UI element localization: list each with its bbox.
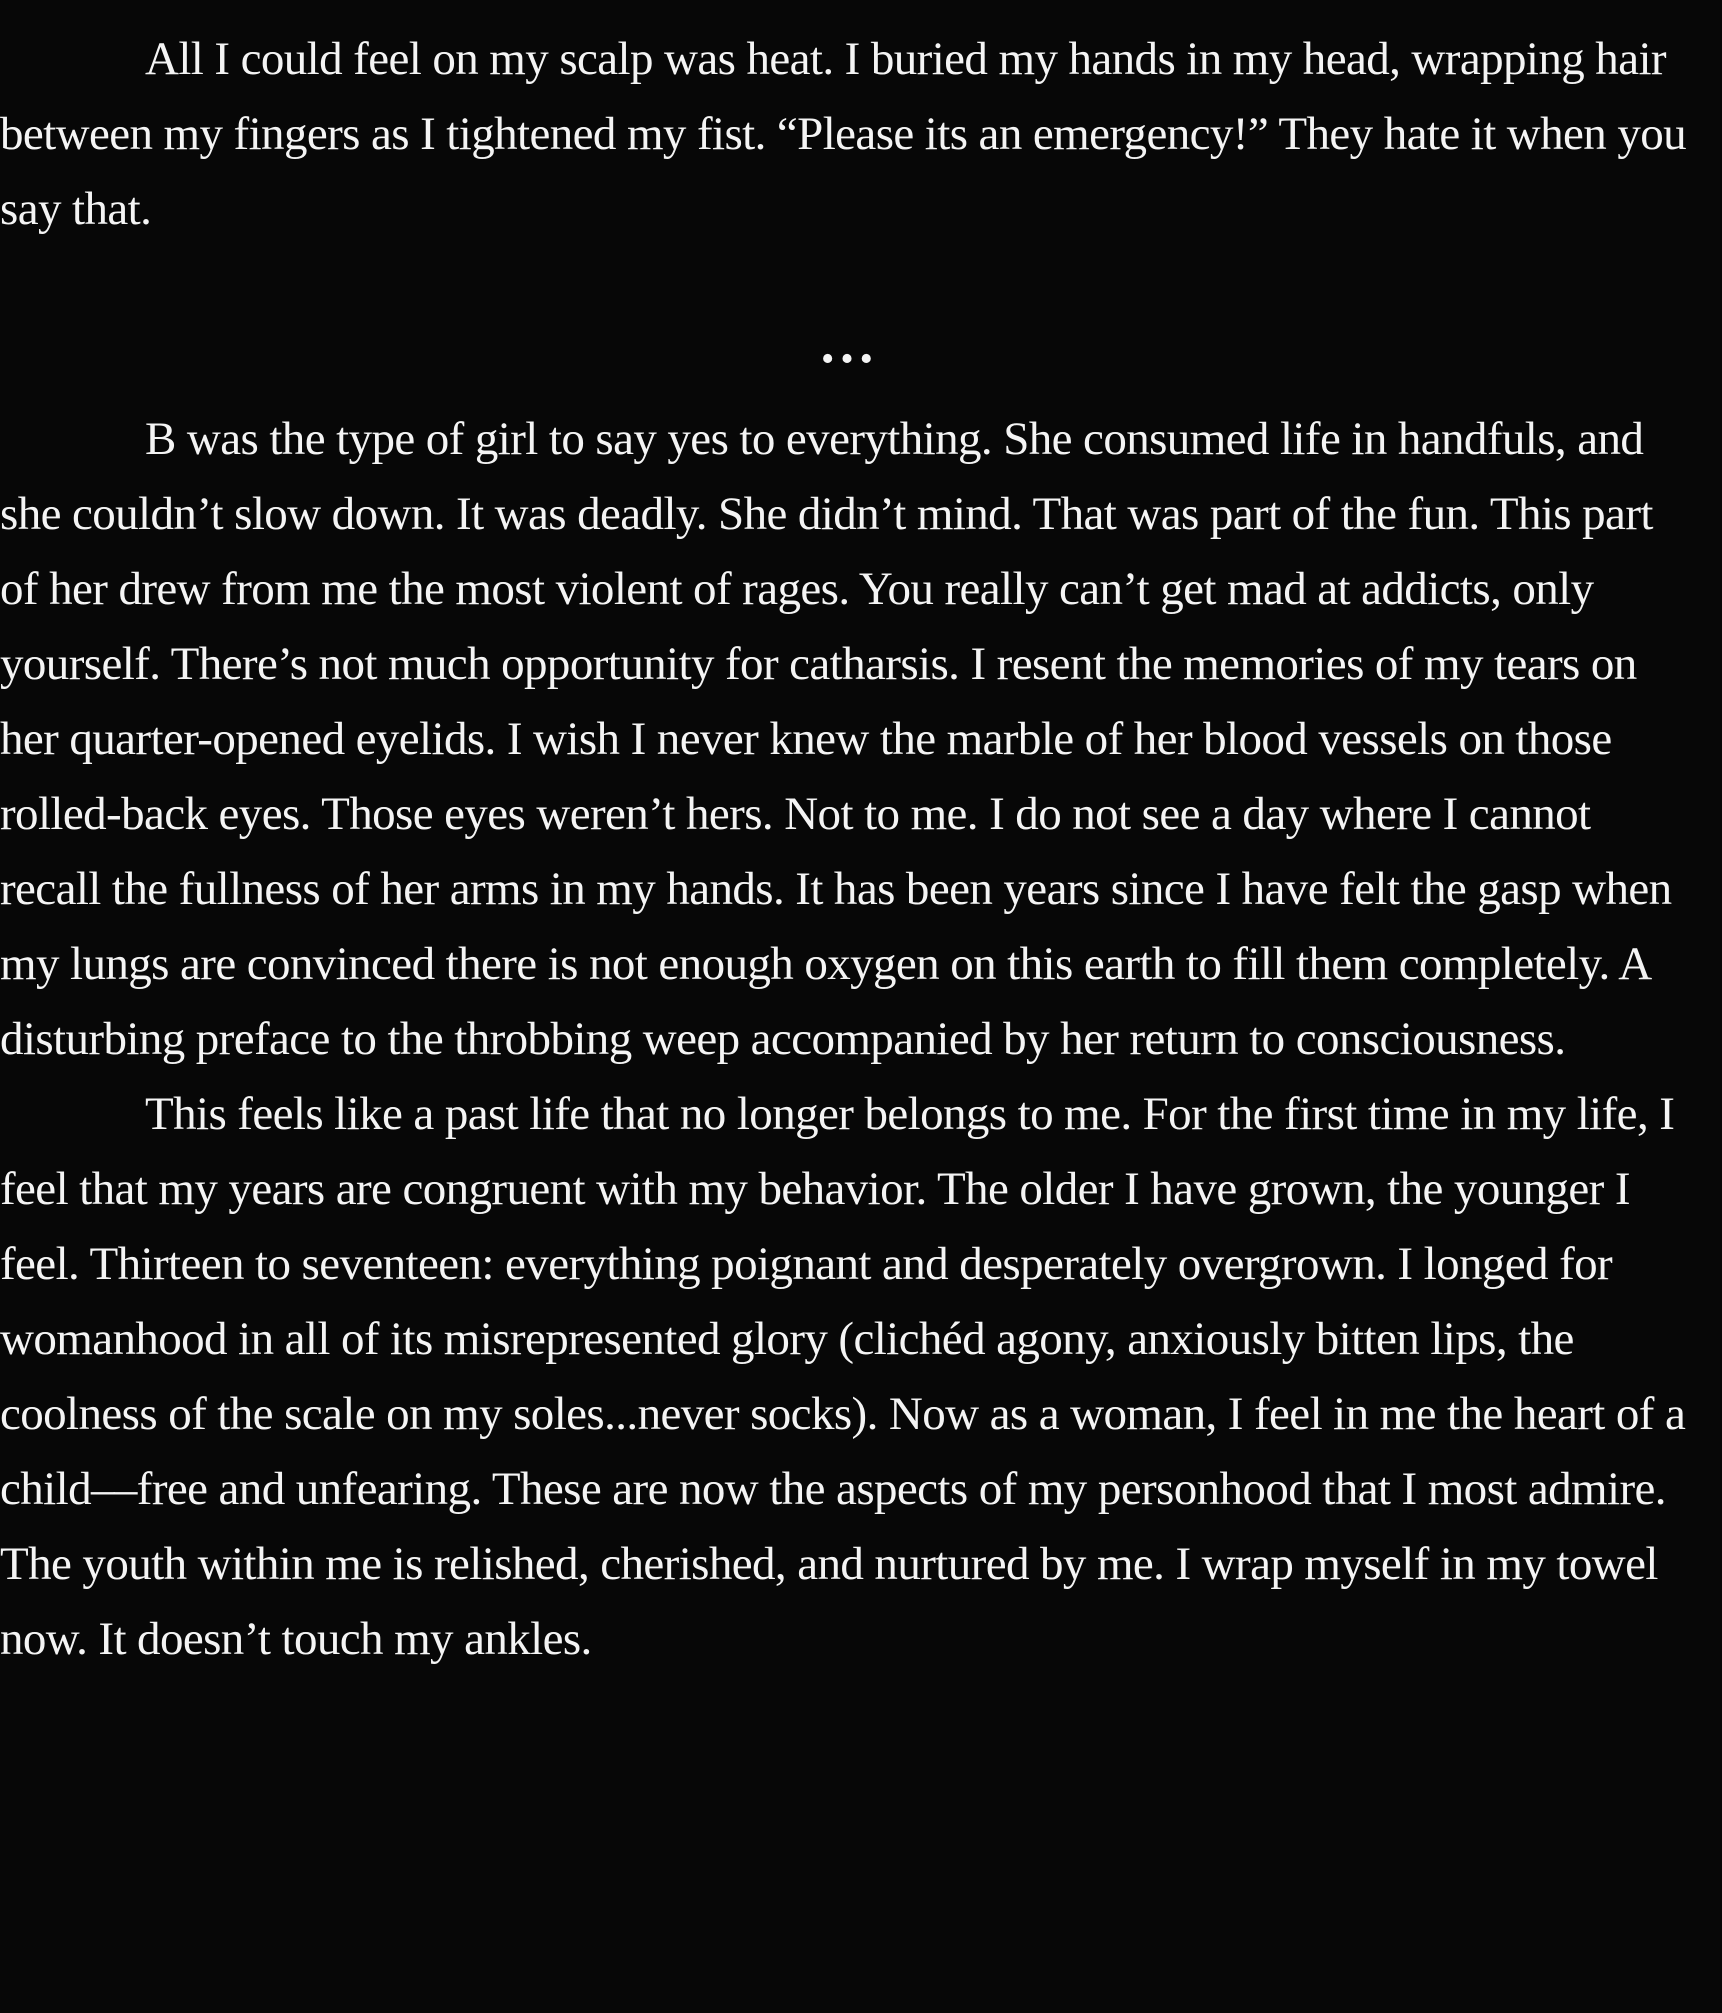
section-separator: ••• bbox=[821, 338, 879, 380]
essay-body bbox=[0, 22, 1690, 1677]
paragraph-1: All I could feel on my scalp was heat. I buried my hands in my head, wrapping hair between my fingers as I tightened my fist. “Please its an emergency!” They hate it when you say that. bbox=[0, 33, 1687, 235]
paragraph-2: B was the type of girl to say yes to everything. She consumed life in handfuls, and she couldn’t slow down. It was deadly. She didn’t mind. That was part of the fun. This part of her drew from me the most violent of rages. You really can’t get mad at addicts, only yourself. There’s not much opportunity for catharsis. I resent the memories of my tears on her quarter-opened eyelids. I wish I never knew the marble of her blood vessels on those rolled-back eyes. Those eyes weren’t hers. Not to me. I do not see a day where I cannot recall the fullness of her arms in my hands. It has been years since I have felt the gasp when my lungs are convinced there is not enough oxygen on this earth to fill them completely. A disturbing preface to the throbbing weep accompanied by her return to consciousness. bbox=[0, 413, 1672, 1065]
paragraph-3: This feels like a past life that no longer belongs to me. For the first time in my life, I feel that my years are congruent with my behavior. The older I have grown, the younger I feel. Thirteen to seventeen: everything poignant and desperately overgrown. I longed for womanhood in all of its misrepresented glory (clichéd agony, anxiously bitten lips, the coolness of the scale on my soles...never socks). Now as a woman, I feel in me the heart of a child––free and unfearing. These are now the aspects of my personhood that I most admire. The youth within me is relished, cherished, and nurtured by me. I wrap myself in my towel now. It doesn’t touch my ankles. bbox=[0, 1088, 1686, 1665]
